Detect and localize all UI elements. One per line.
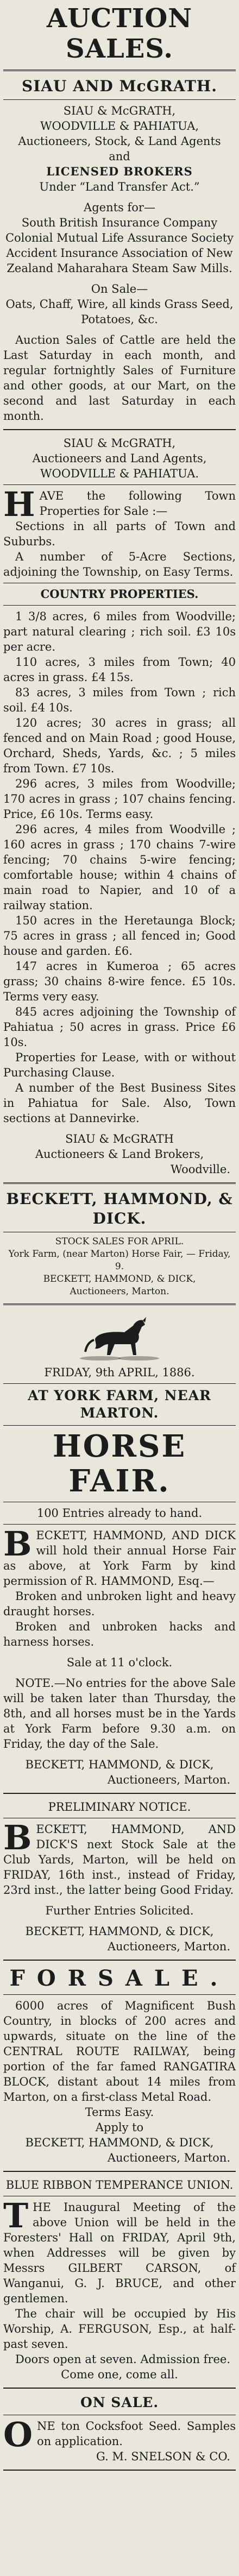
horse-fair-place: AT YORK FARM, NEAR MARTON. — [28, 1388, 211, 1421]
page-title: AUCTION SALES. — [46, 3, 193, 64]
beckett-banner — [3, 1189, 236, 1229]
siau2-sub: Auctioneers and Land Agents, — [32, 452, 207, 465]
siau-line1: Auctioneers, Stock, & Land Agents — [18, 135, 221, 148]
prelim-text: ECKETT, HAMMOND, AND DICK'S next Stock Sale at the Club Yards, Marton, will be held on FRIDAY, 16th inst., instead of Friday, 23rd inst., the latter being Good Friday. — [3, 1823, 236, 1897]
horse-fair-note: NOTE.—No entries for the above Sale will be taken later than Thursday, the 8th, and all horses must be in the Yards at York Farm before 9.30 a.m. on Friday, the day of the Sale. — [3, 1677, 236, 1750]
siau-agents-heading: Agents for— — [84, 201, 155, 214]
siau-town: WOODVILLE & PAHIATUA, — [40, 119, 199, 133]
horse-fair-p2: Broken and unbroken hacks and harness horses. — [3, 1620, 236, 1648]
siau-on-sale: On Sale— — [91, 282, 148, 295]
blue-ribbon-text: HE Inaugural Meeting of the above Union will be held in the Foresters' Hall on FRIDAY, April 9th, when Addresses will be given by Messrs GILBERT CARSON, of Wanganui, G. J. BRUCE, and other gentlemen. — [3, 2201, 236, 2305]
for-sale-apply: Apply to — [95, 2121, 144, 2134]
newspaper-column — [3, 0, 236, 2576]
divider — [3, 1425, 236, 1426]
blue-ribbon-title: BLUE RIBBON TEMPERANCE UNION. — [5, 2178, 234, 2191]
blue-ribbon-ad — [3, 2177, 236, 2382]
divider — [3, 2470, 236, 2471]
for-sale-ad — [3, 1966, 236, 2165]
property-item: 110 acres, 3 miles from Town; 40 acres in grass. £4 15s. — [3, 656, 236, 684]
siau2-p2: A number of 5-Acre Sections, adjoining the Township, on Easy Terms. — [3, 550, 236, 578]
property-item: Properties for Lease, with or without Purchasing Clause. — [3, 1051, 236, 1079]
for-sale-title: FORSALE. — [9, 1966, 230, 1991]
divider — [3, 1303, 236, 1305]
for-sale-sig2: Auctioneers, Marton. — [107, 2151, 230, 2164]
prelim-title: PRELIMINARY NOTICE. — [48, 1800, 191, 1813]
siau-properties-ad — [3, 436, 236, 1177]
horse-fair-entries: 100 Entries already to hand. — [36, 1507, 203, 1520]
property-item: 150 acres in the Heretaunga Block; 75 acres in grass ; all fenced in; Good house and garden. £6. — [3, 914, 236, 958]
on-sale-ad — [3, 2394, 236, 2464]
divider — [3, 70, 236, 71]
divider — [3, 99, 236, 100]
divider — [3, 2171, 236, 2172]
siau-line2: and — [109, 150, 130, 163]
drop-cap: T — [3, 2196, 29, 2235]
stock-title: STOCK SALES FOR APRIL. — [55, 1236, 184, 1247]
horse-fair-sig: BECKETT, HAMMOND, & DICK, — [25, 1758, 214, 1771]
horse-fair-time: Sale at 11 o'clock. — [66, 1656, 173, 1669]
for-sale-sig: BECKETT, HAMMOND, & DICK, — [25, 2136, 214, 2149]
for-sale-text: 6000 acres of Magnificent Bush Country, in blocks of 200 acres and upwards, situate on the line of the CENTRAL ROUTE RAILWAY, being portion of the far famed RANGATIRA BLOCK, distant about 14 miles from Marton, on a first-class Metal Road. — [3, 1999, 236, 2103]
divider — [3, 1994, 236, 1995]
prelim-sig: BECKETT, HAMMOND, & DICK, — [25, 1925, 214, 1938]
property-item: A number of the Best Business Sites in Pahiatua for Sale. Also, Town sections at Dannevirke. — [3, 1081, 236, 1125]
drop-cap: B — [3, 1818, 32, 1857]
property-item: 845 acres adjoining the Township of Pahiatua ; 50 acres in grass. Price £6 10s. — [3, 1005, 236, 1049]
country-heading: COUNTRY PROPERTIES. — [40, 587, 199, 601]
siau-banner: SIAU AND McGRATH. — [21, 77, 217, 95]
siau-agents: South British Insurance Company Colonial Mutual Life Assurance Society Accident Insurance Association of New Zealand Maharahara Steam Saw Mills. — [5, 216, 234, 275]
property-item: 147 acres in Kumeroa ; 65 acres grass; 30 chains 8-wire fence. £5 10s. Terms very easy. — [3, 960, 236, 1003]
preliminary-notice-ad — [3, 1799, 236, 1954]
divider — [3, 2388, 236, 2389]
on-sale-sig: G. M. SNELSON & CO. — [96, 2450, 230, 2463]
blue-ribbon-come: Come one, come all. — [61, 2368, 178, 2381]
siau-ad — [3, 77, 236, 424]
horse-fair-p1: Broken and unbroken light and heavy draught horses. — [3, 1590, 236, 1618]
siau2-sig1: SIAU & McGRATH — [65, 1132, 174, 1145]
siau-goods: Oats, Chaff, Wire, all kinds Grass Seed, Potatoes, &c. — [5, 298, 234, 326]
prelim-sig2: Auctioneers, Marton. — [107, 1940, 230, 1953]
siau2-sig3: Woodville. — [170, 1163, 230, 1176]
stock-text: York Farm, (near Marton) Horse Fair, — Friday, 9. — [8, 1249, 231, 1272]
drop-cap: O — [3, 2415, 33, 2454]
property-item: 83 acres, 3 miles from Town ; rich soil. £4 10s. — [3, 686, 236, 714]
stock-place: Auctioneers, Marton. — [70, 1286, 169, 1297]
siau-auction-text: Auction Sales of Cattle are held the Last Saturday in each month, and regular fortnightly Sales of Furniture and other goods, at our Mart, on the second and last Saturday in each month. — [3, 333, 236, 423]
horse-fair-sig2: Auctioneers, Marton. — [107, 1773, 230, 1786]
property-item: 1 3/8 acres, 6 miles from Woodville; part natural clearing ; rich soil. £3 10s per acre. — [3, 610, 236, 653]
siau-line3: LICENSED BROKERS — [46, 165, 193, 178]
siau2-sig2: Auctioneers & Land Brokers, — [35, 1148, 204, 1161]
blue-ribbon-chair: The chair will be occupied by His Worship, A. FERGUSON, Esp., at half-past seven. — [3, 2307, 236, 2351]
horse-fair-ad — [3, 1311, 236, 1787]
divider — [3, 429, 236, 430]
divider — [3, 484, 236, 485]
divider — [3, 1524, 236, 1525]
siau-firm: SIAU & McGRATH, — [63, 104, 176, 117]
divider — [3, 1182, 236, 1184]
siau2-intro: AVE the following Town Properties for Sale :— — [39, 489, 236, 518]
blue-ribbon-doors: Doors open at seven. Admission free. — [15, 2353, 231, 2366]
stock-firm: BECKETT, HAMMOND, & DICK, — [43, 1274, 196, 1284]
divider — [3, 605, 236, 606]
property-item: 120 acres; 30 acres in grass; all fenced and on Main Road ; good House, Orchard, Sheds, Yards, &c. ; 5 miles from Town. £7 10s. — [3, 716, 236, 775]
divider — [3, 1383, 236, 1384]
drop-cap: H — [3, 484, 35, 524]
stock-sales-ad — [3, 1236, 236, 1298]
siau2-town: WOODVILLE & PAHIATUA. — [40, 467, 199, 480]
horse-fair-intro: ECKETT, HAMMOND, AND DICK will hold their annual Horse Fair as above, at York Farm by kind permission of R. HAMMOND, Esq.— — [3, 1529, 236, 1588]
property-item: 296 acres, 3 miles from Woodville; 170 acres in grass ; 107 chains fencing. Price, £6 10s. Terms easy. — [3, 777, 236, 821]
on-sale-title: ON SALE. — [80, 2395, 159, 2410]
beckett-banner-line1: BECKETT, HAMMOND, & — [6, 1190, 233, 1208]
property-item: 296 acres, 4 miles from Woodville ; 160 acres in grass ; 170 chains 7-wire fencing; 70 chains 5-wire fencing; comfortable house; within 4 chains of main road to Napier, and 10 of a railway station. — [3, 823, 236, 912]
siau2-firm: SIAU & McGRATH, — [63, 437, 176, 450]
horse-fair-title: HORSE FAIR. — [52, 1428, 187, 1499]
drop-cap: B — [3, 1524, 32, 1564]
divider — [3, 1960, 236, 1961]
siau2-p1: Sections in all parts of Town and Suburbs. — [3, 520, 236, 548]
beckett-banner-line2: DICK. — [92, 1210, 147, 1227]
divider — [3, 1793, 236, 1794]
on-sale-text: NE ton Cocksfoot Seed. Samples on application. — [37, 2420, 236, 2448]
for-sale-terms: Terms Easy. — [85, 2106, 154, 2119]
horse-icon — [79, 1311, 160, 1363]
siau-line4: Under “Land Transfer Act.” — [39, 180, 200, 193]
horse-fair-date: FRIDAY, 9th APRIL, 1886. — [44, 1366, 195, 1379]
prelim-further: Further Entries Solicited. — [45, 1904, 194, 1917]
